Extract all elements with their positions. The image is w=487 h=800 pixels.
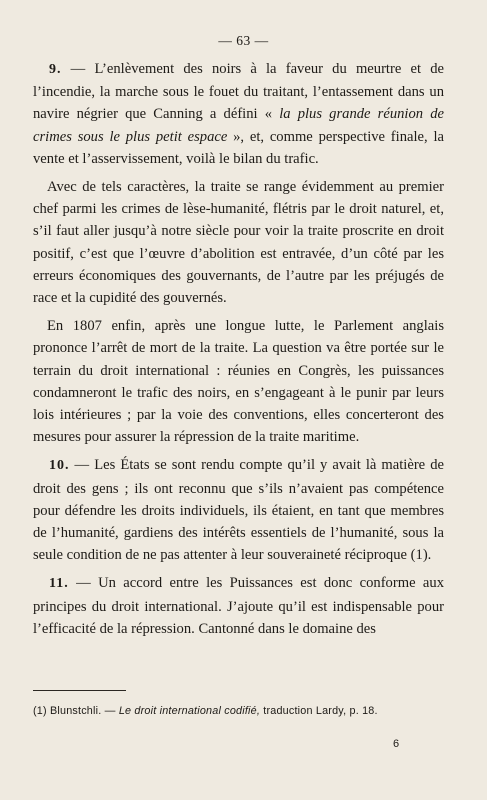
paragraph-9 xyxy=(33,58,444,170)
footnote-suffix: traduction Lardy, p. 18. xyxy=(260,705,378,717)
footnote-prefix: (1) Blunstchli. — xyxy=(33,705,119,717)
section-number-10: 10. xyxy=(49,458,70,474)
footnote-title: Le droit international codifié, xyxy=(118,705,261,717)
signature-mark: 6 xyxy=(393,738,400,750)
paragraph-10 xyxy=(33,454,444,566)
section-number-11: 11. xyxy=(49,576,69,592)
paragraph-9-text-a: — L’enlèvement des noirs à la faveur du meurtre et de l’incendie, la marche sous le fouet du traitant, l’entassement dans un navire négrier que Canning a défini « xyxy=(33,61,444,123)
canning-quote: la plus grande réunion de crimes sous le plus petit espace xyxy=(33,106,444,145)
paragraph-1807: En 1807 enfin, après une longue lutte, le Parlement anglais prononce l’arrêt de mort de la traite. La question va être portée sur le terrain du droit international : réunies en Congrès, les puissances condamneront le trafic des noirs, en s’engageant à le punir par leurs lois intérieures ; par la voie des conventions, elles concerteront des mesures pour assurer la répression de la traite maritime. xyxy=(33,318,444,446)
footnote xyxy=(33,705,463,717)
paragraph-lese-humanite: Avec de tels caractères, la traite se range évidemment au premier chef parmi les crimes de lèse-humanité, flétris par le droit naturel, et, s’il faut aller jusqu’à notre siècle pour voir la traite proscrite en droit positif, c’est que l’œuvre d’abolition est entravée, d’un côté par les erreurs économiques des gouvernants, de l’autre par les préjugés de race et la cupidité des gouvernés. xyxy=(33,179,444,307)
paragraph-11-text: — Un accord entre les Puissances est donc conforme aux principes du droit international. J’ajoute qu’il est indispensable pour l’efficacité de la répression. Cantonné dans le domaine des xyxy=(33,575,444,637)
paragraph-9-text-b: », et, comme perspective finale, la vente et l’asservissement, voilà le bilan du trafic. xyxy=(33,128,445,167)
paragraph-11 xyxy=(33,572,444,640)
footnote-divider xyxy=(33,690,126,691)
page-number: — 63 — xyxy=(218,33,269,48)
paragraph-10-text: — Les États se sont rendu compte qu’il y avait là matière de droit des gens ; ils ont reconnu que s’ils n’avaient pas compétence pour défendre les droits individuels, ils étaient, en tant que membres de l’humanité, gardiens des intérêts essentiels de l’humanité, sous la seule condition de ne pas attenter à leur souveraineté réciproque (1). xyxy=(33,457,444,564)
section-number-9: 9. xyxy=(49,62,62,77)
main-text xyxy=(33,58,444,646)
